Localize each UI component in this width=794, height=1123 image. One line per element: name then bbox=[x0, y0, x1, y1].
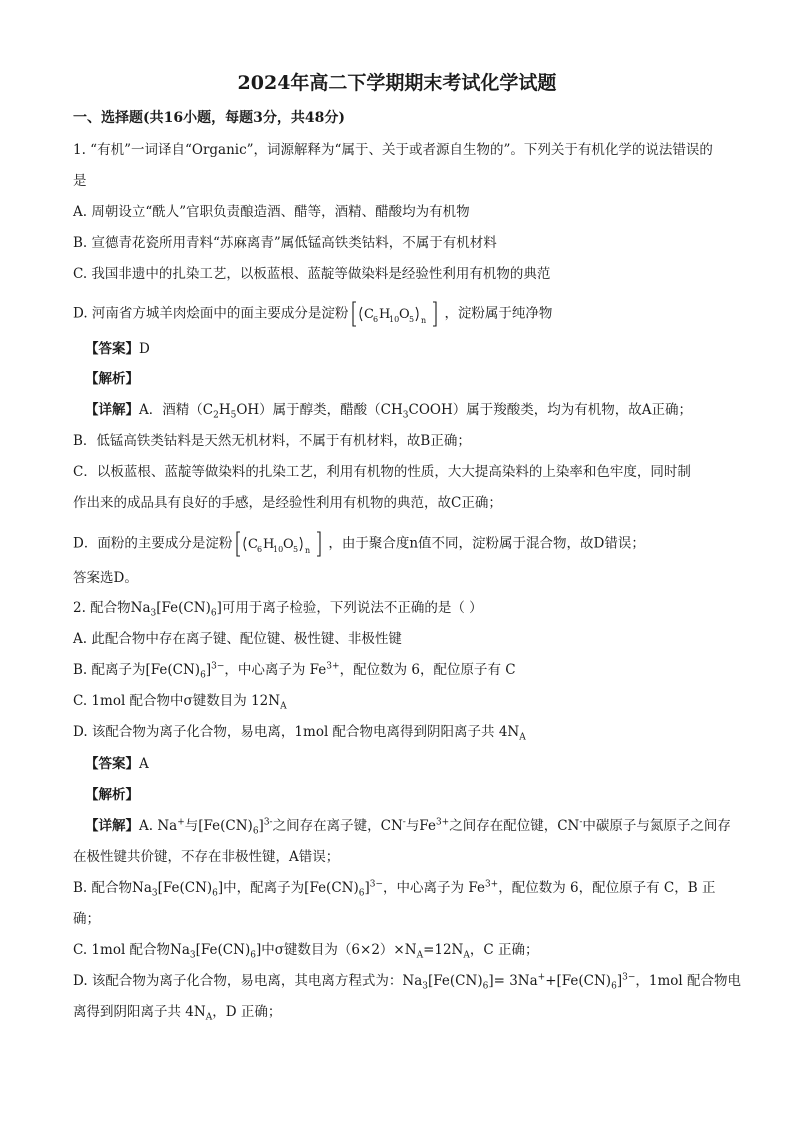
superscript: 3− bbox=[211, 661, 225, 672]
starch-formula-2 bbox=[234, 530, 326, 558]
superscript: - bbox=[579, 817, 583, 828]
q2-detail-b-text: [Fe(CN) bbox=[157, 880, 213, 896]
formula-c-sub: 6 bbox=[257, 545, 263, 554]
formula-n: n bbox=[305, 546, 311, 555]
subscript: A bbox=[416, 950, 424, 961]
q1-option-a: A. 周朝设立“酰人”官职负责酿造酒、醋等，酒精、醋酸均为有机物 bbox=[73, 204, 470, 220]
q2-detail-b-text: ，中心离子为 Fe bbox=[383, 880, 485, 896]
q1-detail-a-text: COOH）属于羧酸类，均为有机物，故A正确； bbox=[408, 402, 693, 418]
section-heading: 一、选择题(共16小题，每题3分，共48分) bbox=[73, 110, 345, 126]
superscript: 3+ bbox=[484, 879, 499, 890]
formula-c-sub: 6 bbox=[373, 315, 379, 324]
q2-detail-c-text: C. 1mol 配合物Na bbox=[73, 942, 190, 958]
q2-detail-d-line2 bbox=[73, 1003, 281, 1021]
q2-detail-a-text: 与[Fe(CN) bbox=[184, 818, 253, 834]
formula-h-sub: 10 bbox=[389, 315, 400, 324]
q2-stem bbox=[73, 599, 483, 617]
subscript: 6 bbox=[200, 670, 206, 681]
superscript: 3− bbox=[369, 879, 384, 890]
subscript: 6 bbox=[358, 888, 365, 899]
q2-stem-text: 2. 配合物Na bbox=[73, 600, 151, 616]
q2-detail-d-text: ，1mol 配合物电 bbox=[635, 973, 742, 989]
subscript: A bbox=[205, 1012, 213, 1023]
subscript: 3 bbox=[150, 608, 157, 619]
q2-option-c-text: C. 1mol 配合物中σ键数目为 12N bbox=[73, 693, 281, 709]
q1-option-b: B. 宣德青花瓷所用青料“苏麻离青”属低锰高铁类钴料，不属于有机材料 bbox=[73, 235, 497, 251]
q1-detail-d-tail: ，由于聚合度n值不同，淀粉属于混合物，故D错误； bbox=[328, 535, 645, 552]
subscript: 3 bbox=[402, 410, 409, 421]
q2-detail-b-text: ，配位数为 6，配位原子有 C，B 正 bbox=[498, 880, 716, 896]
subscript: A bbox=[280, 701, 287, 712]
q2-option-c bbox=[73, 692, 287, 710]
q2-detail-b-line1 bbox=[73, 879, 715, 897]
q2-detail-b-text: ] bbox=[364, 880, 370, 896]
q2-detail-label: 【详解】 bbox=[85, 818, 139, 834]
q2-detail-d-text: ]= 3Na bbox=[488, 973, 538, 989]
q1-detail-d bbox=[73, 530, 645, 558]
q2-detail-a-line2: 在极性键共价键，不存在非极性键，A错误； bbox=[73, 849, 340, 865]
q2-detail-d-text: 离得到阴阳离子共 4N bbox=[73, 1004, 206, 1020]
subscript: A bbox=[519, 732, 526, 743]
q2-detail-a-text: A. Na bbox=[139, 818, 178, 834]
q2-option-b-text: ，中心离子为 Fe bbox=[224, 662, 327, 678]
formula-o-sub: 5 bbox=[409, 315, 415, 324]
starch-formula-svg bbox=[350, 300, 442, 328]
q2-detail-d-text: +[Fe(CN) bbox=[545, 973, 612, 989]
subscript: 6 bbox=[611, 981, 617, 992]
subscript: A bbox=[463, 950, 470, 961]
formula-n: n bbox=[421, 316, 427, 325]
q1-detail-d-text: D．面粉的主要成分是淀粉 bbox=[73, 535, 233, 552]
q1-detail-label: 【详解】 bbox=[85, 402, 139, 418]
q2-option-d-text: D. 该配合物为离子化合物，易电离，1mol 配合物电离得到阴阳离子共 4N bbox=[73, 724, 520, 740]
q1-option-d bbox=[73, 300, 552, 328]
q1-detail-a bbox=[85, 401, 692, 419]
superscript: - bbox=[402, 817, 406, 828]
superscript: + bbox=[537, 972, 546, 983]
subscript: 6 bbox=[250, 950, 256, 961]
subscript: 5 bbox=[230, 410, 237, 421]
q2-stem-text: ]可用于离子检验，下列说法不正确的是（ ） bbox=[216, 600, 483, 616]
q2-option-d bbox=[73, 723, 526, 741]
q2-detail-c-text: ]中σ键数目为（6×2）×N bbox=[255, 942, 417, 958]
starch-formula-2-svg bbox=[234, 530, 326, 558]
q1-answer bbox=[85, 340, 150, 358]
formula-h-sub: 10 bbox=[273, 545, 284, 554]
formula-c: C bbox=[248, 537, 259, 552]
superscript: 3− bbox=[622, 972, 636, 983]
subscript: 3 bbox=[422, 981, 429, 992]
subscript: 6 bbox=[252, 826, 259, 837]
q2-detail-a-text: 与Fe bbox=[405, 818, 436, 834]
q2-detail-b-text: B. 配合物Na bbox=[73, 880, 152, 896]
q1-stem-line2: 是 bbox=[73, 173, 87, 189]
superscript: 3+ bbox=[326, 661, 340, 672]
q1-analysis-label: 【解析】 bbox=[85, 371, 139, 387]
q2-answer-value: A bbox=[139, 756, 149, 772]
q2-detail-b-line2: 确； bbox=[73, 911, 100, 927]
formula-h: H bbox=[379, 307, 391, 322]
subscript: 3 bbox=[189, 950, 196, 961]
q2-detail-a-text: 中碳原子与氮原子之间存 bbox=[582, 818, 731, 834]
page-title: 2024年高二下学期期末考试化学试题 bbox=[237, 72, 557, 94]
q2-answer-label: 【答案】 bbox=[85, 756, 139, 772]
q2-detail-b-text: ]中，配离子为[Fe(CN) bbox=[217, 880, 359, 896]
q2-detail-d-text: D. 该配合物为离子化合物，易电离，其电离方程式为：Na bbox=[73, 973, 423, 989]
q2-stem-text: [Fe(CN) bbox=[156, 600, 211, 616]
subscript: 2 bbox=[213, 410, 219, 421]
q1-option-c: C. 我国非遗中的扎染工艺，以板蓝根、蓝靛等做染料是经验性利用有机物的典范 bbox=[73, 266, 551, 282]
q2-detail-a-line1 bbox=[85, 817, 731, 835]
q2-detail-c-text: ，C 正确； bbox=[469, 942, 539, 958]
q2-detail-d-text: ] bbox=[616, 973, 623, 989]
q2-detail-d-text: [Fe(CN) bbox=[428, 973, 483, 989]
q1-detail-a-text: H bbox=[218, 402, 231, 418]
subscript: 3 bbox=[151, 888, 158, 899]
q2-detail-a-text: 之间存在配位键，CN bbox=[449, 818, 580, 834]
q1-answer-value: D bbox=[139, 341, 150, 357]
subscript: 6 bbox=[212, 888, 218, 899]
q1-stem-line1: 1. “有机”一词译自“Organic”，词源解释为“属于、关于或者源自生物的”。下列关于有机化学的说法错误的 bbox=[73, 142, 713, 158]
q2-detail-c-text: [Fe(CN) bbox=[195, 942, 251, 958]
q1-answer-label: 【答案】 bbox=[85, 341, 139, 357]
q2-analysis-label: 【解析】 bbox=[85, 787, 139, 803]
formula-o: O bbox=[399, 307, 411, 322]
q2-detail-a-text: 之间存在离子键，CN bbox=[272, 818, 403, 834]
q2-option-b-text: ，配位数为 6，配位原子有 C bbox=[339, 662, 516, 678]
superscript: + bbox=[177, 817, 185, 828]
q2-detail-c-text: =12N bbox=[423, 942, 464, 958]
q1-detail-c-line1: C．以板蓝根、蓝靛等做染料的扎染工艺，利用有机物的性质，大大提高染料的上染率和色牢度，同时制 bbox=[73, 464, 691, 480]
q1-option-d-text: D. 河南省方城羊肉烩面中的面主要成分是淀粉 bbox=[73, 305, 349, 322]
formula-c: C bbox=[364, 307, 375, 322]
q1-option-d-tail: ，淀粉属于纯净物 bbox=[444, 305, 553, 322]
subscript: 6 bbox=[210, 608, 217, 619]
subscript: 6 bbox=[482, 981, 489, 992]
starch-formula bbox=[350, 300, 442, 328]
q2-option-b bbox=[73, 661, 516, 679]
q2-detail-c bbox=[73, 941, 539, 959]
q2-detail-a-text: ] bbox=[258, 818, 264, 834]
superscript: 3+ bbox=[435, 817, 450, 828]
q1-conclusion: 答案选D。 bbox=[73, 570, 138, 586]
q2-detail-d-text: ，D 正确； bbox=[212, 1004, 282, 1020]
formula-o: O bbox=[283, 537, 294, 552]
q2-answer bbox=[85, 755, 149, 773]
q2-option-a: A. 此配合物中存在离子键、配位键、极性键、非极性键 bbox=[73, 631, 402, 647]
q1-detail-c-line2: 作出来的成品具有良好的手感，是经验性利用有机物的典范，故C正确； bbox=[73, 495, 502, 511]
superscript: 3- bbox=[263, 817, 273, 828]
q2-option-b-text: ] bbox=[205, 662, 212, 678]
formula-h: H bbox=[263, 537, 275, 552]
q1-detail-b: B．低锰高铁类钴料是天然无机材料，不属于有机材料，故B正确； bbox=[73, 433, 471, 449]
q1-detail-a-text: OH）属于醇类，醋酸（CH bbox=[236, 402, 403, 418]
formula-o-sub: 5 bbox=[293, 545, 299, 554]
q2-detail-d-line1 bbox=[73, 972, 741, 990]
q1-detail-a-text: A．酒精（C bbox=[139, 402, 214, 418]
q2-option-b-text: B. 配离子为[Fe(CN) bbox=[73, 662, 201, 678]
